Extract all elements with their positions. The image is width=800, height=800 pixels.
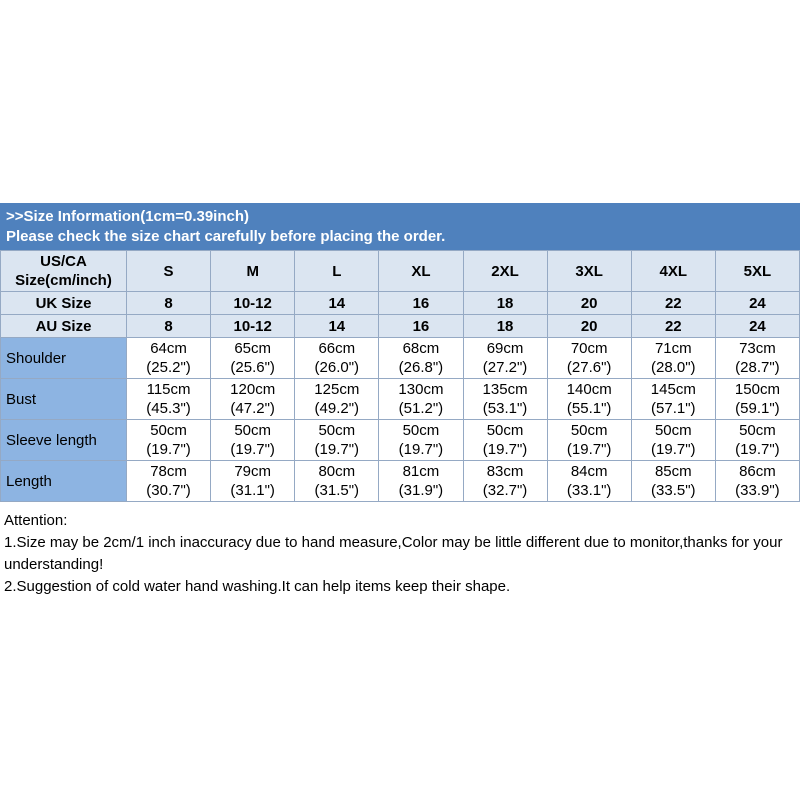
bust-cell: 150cm (59.1") (715, 379, 799, 420)
shoulder-cell: 68cm (26.8") (379, 338, 463, 379)
bust-cell: 120cm (47.2") (211, 379, 295, 420)
bust-cell: 140cm (55.1") (547, 379, 631, 420)
length-cell: 79cm (31.1") (211, 461, 295, 502)
sleeve-length-row-label: Sleeve length (1, 420, 127, 461)
length-cell: 85cm (33.5") (631, 461, 715, 502)
banner-title: >>Size Information(1cm=0.39inch) (6, 208, 249, 225)
size-col-header-2xl: 2XL (463, 251, 547, 292)
size-col-header-4xl: 4XL (631, 251, 715, 292)
attention-note-1: 1.Size may be 2cm/1 inch inaccuracy due to hand measure,Color may be little different due to monitor,thanks for your understanding! (4, 534, 783, 573)
corner-header (1, 251, 127, 292)
size-table (0, 250, 800, 502)
au-size-value: 22 (631, 315, 715, 338)
au-size-value: 24 (715, 315, 799, 338)
au-size-value: 20 (547, 315, 631, 338)
bust-row-label: Bust (1, 379, 127, 420)
au-size-row (1, 315, 800, 338)
sleeve-length-cell: 50cm (19.7") (547, 420, 631, 461)
sleeve-length-row (1, 420, 800, 461)
uk-size-value: 22 (631, 292, 715, 315)
sleeve-length-cell: 50cm (19.7") (715, 420, 799, 461)
shoulder-cell: 70cm (27.6") (547, 338, 631, 379)
size-col-header-s: S (127, 251, 211, 292)
uk-size-value: 24 (715, 292, 799, 315)
uk-size-value: 16 (379, 292, 463, 315)
shoulder-cell: 69cm (27.2") (463, 338, 547, 379)
size-col-header-xl: XL (379, 251, 463, 292)
sleeve-length-cell: 50cm (19.7") (127, 420, 211, 461)
sleeve-length-cell: 50cm (19.7") (211, 420, 295, 461)
shoulder-cell: 64cm (25.2") (127, 338, 211, 379)
uk-size-value: 20 (547, 292, 631, 315)
length-cell: 84cm (33.1") (547, 461, 631, 502)
sleeve-length-cell: 50cm (19.7") (295, 420, 379, 461)
attention-note-2: 2.Suggestion of cold water hand washing.It can help items keep their shape. (4, 578, 511, 595)
sleeve-length-cell: 50cm (19.7") (379, 420, 463, 461)
bust-cell: 125cm (49.2") (295, 379, 379, 420)
bust-cell: 115cm (45.3") (127, 379, 211, 420)
bust-row (1, 379, 800, 420)
bust-cell: 135cm (53.1") (463, 379, 547, 420)
size-col-header-l: L (295, 251, 379, 292)
shoulder-cell: 65cm (25.6") (211, 338, 295, 379)
uk-size-value: 8 (127, 292, 211, 315)
length-cell: 81cm (31.9") (379, 461, 463, 502)
size-chart-content (0, 203, 800, 598)
length-cell: 83cm (32.7") (463, 461, 547, 502)
au-size-value: 18 (463, 315, 547, 338)
length-cell: 78cm (30.7") (127, 461, 211, 502)
uk-size-value: 10-12 (211, 292, 295, 315)
table-header-row (1, 251, 800, 292)
corner-header-line2: Size(cm/inch) (15, 272, 112, 289)
uk-size-value: 14 (295, 292, 379, 315)
bust-cell: 145cm (57.1") (631, 379, 715, 420)
sleeve-length-cell: 50cm (19.7") (463, 420, 547, 461)
au-size-value: 16 (379, 315, 463, 338)
banner (0, 203, 800, 250)
uk-size-row (1, 292, 800, 315)
uk-size-value: 18 (463, 292, 547, 315)
shoulder-row-label: Shoulder (1, 338, 127, 379)
length-row (1, 461, 800, 502)
banner-subtitle: Please check the size chart carefully before placing the order. (6, 228, 446, 245)
shoulder-cell: 71cm (28.0") (631, 338, 715, 379)
size-col-header-m: M (211, 251, 295, 292)
length-cell: 80cm (31.5") (295, 461, 379, 502)
sleeve-length-cell: 50cm (19.7") (631, 420, 715, 461)
size-col-header-5xl: 5XL (715, 251, 799, 292)
au-size-label: AU Size (1, 315, 127, 338)
length-cell: 86cm (33.9") (715, 461, 799, 502)
au-size-value: 8 (127, 315, 211, 338)
shoulder-cell: 73cm (28.7") (715, 338, 799, 379)
bust-cell: 130cm (51.2") (379, 379, 463, 420)
uk-size-label: UK Size (1, 292, 127, 315)
shoulder-row (1, 338, 800, 379)
size-col-header-3xl: 3XL (547, 251, 631, 292)
attention-section (0, 502, 800, 598)
length-row-label: Length (1, 461, 127, 502)
au-size-value: 14 (295, 315, 379, 338)
shoulder-cell: 66cm (26.0") (295, 338, 379, 379)
attention-title: Attention: (4, 512, 68, 529)
au-size-value: 10-12 (211, 315, 295, 338)
corner-header-line1: US/CA (40, 253, 87, 270)
